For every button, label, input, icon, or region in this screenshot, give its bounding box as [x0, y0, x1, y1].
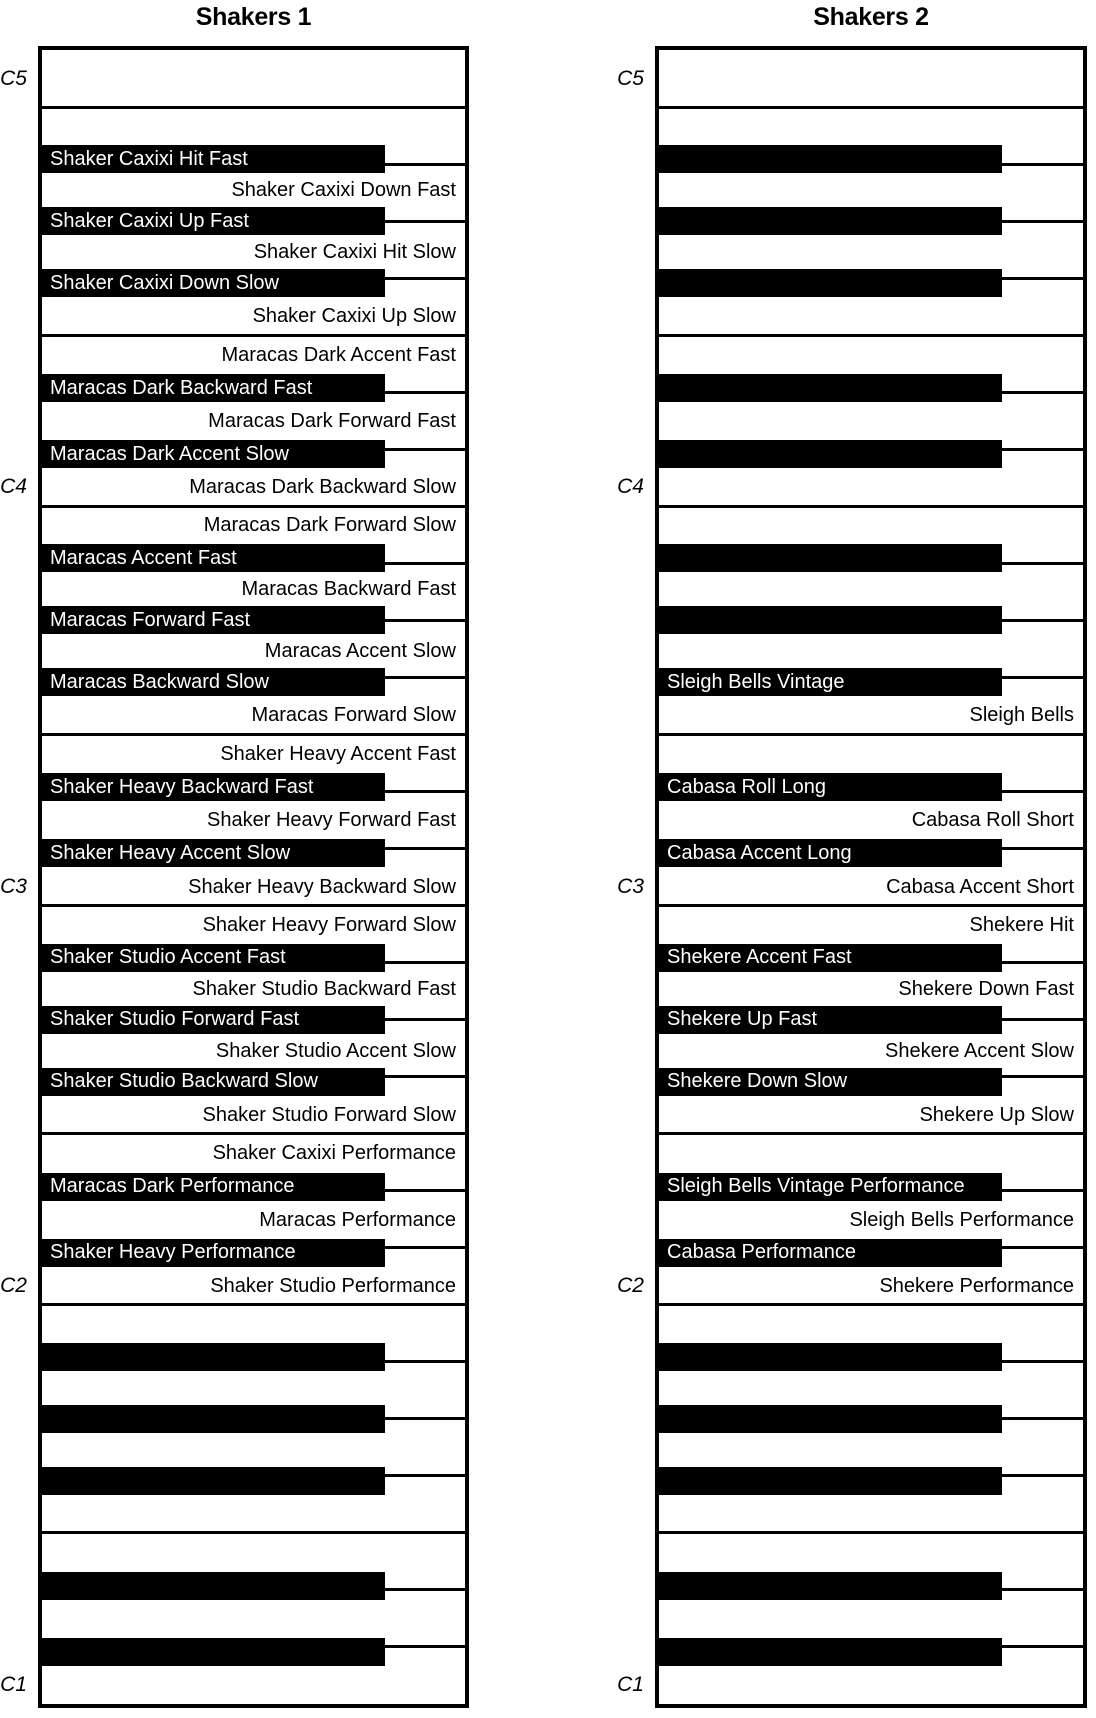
key-separator-line — [659, 904, 1083, 907]
key-as2-label: Shekere Accent Fast — [667, 946, 852, 969]
key-separator-line — [42, 1132, 465, 1135]
key-as2 — [42, 944, 385, 972]
key-gs4 — [42, 207, 385, 235]
key-separator-line — [659, 733, 1083, 736]
key-gs4-label: Shaker Caxixi Up Fast — [50, 209, 249, 232]
key-ds2-label: Maracas Dark Performance — [50, 1175, 295, 1198]
key-b2-label: Shaker Heavy Forward Slow — [202, 913, 456, 936]
key-gs1 — [42, 1405, 385, 1433]
octave-label-c3: C3 — [617, 874, 644, 898]
octave-label-c4: C4 — [617, 475, 644, 499]
key-cs2-label: Shaker Heavy Performance — [50, 1241, 296, 1264]
key-d4-label: Maracas Dark Forward Fast — [208, 410, 456, 433]
key-fs1 — [42, 1467, 385, 1495]
key-gs2 — [659, 1006, 1002, 1034]
octave-label-c1: C1 — [0, 1672, 27, 1696]
key-gs3 — [659, 606, 1002, 634]
octave-label-c5: C5 — [0, 66, 27, 90]
key-as1 — [659, 1343, 1002, 1371]
key-ds3-label: Cabasa Roll Long — [667, 775, 826, 798]
key-a4-label: Shaker Caxixi Down Fast — [231, 179, 456, 202]
key-e4-label: Maracas Dark Accent Fast — [221, 343, 456, 366]
key-ds4-label: Maracas Dark Backward Fast — [50, 376, 313, 399]
octave-label-c3: C3 — [0, 874, 27, 898]
octave-label-c2: C2 — [617, 1273, 644, 1297]
key-fs3 — [42, 668, 385, 696]
key-c2-label: Shaker Studio Performance — [210, 1274, 456, 1297]
key-g2-label: Shekere Accent Slow — [885, 1039, 1074, 1062]
key-cs4-label: Maracas Dark Accent Slow — [50, 442, 289, 465]
key-c4-label: Maracas Dark Backward Slow — [189, 476, 456, 499]
key-as4 — [42, 145, 385, 173]
key-fs3-label: Sleigh Bells Vintage — [667, 670, 845, 693]
keyboard-title: Shakers 1 — [195, 3, 312, 31]
key-a2-label: Shekere Down Fast — [898, 977, 1074, 1000]
key-fs4-label: Shaker Caxixi Down Slow — [50, 271, 279, 294]
key-gs4 — [659, 207, 1002, 235]
key-b2-label: Shekere Hit — [969, 913, 1074, 936]
key-ds2 — [42, 1173, 385, 1201]
key-c3-label: Shaker Heavy Backward Slow — [188, 875, 456, 898]
key-gs2-label: Shaker Studio Forward Fast — [50, 1008, 299, 1031]
key-g2-label: Shaker Studio Accent Slow — [215, 1039, 456, 1062]
key-ds2-label: Sleigh Bells Vintage Performance — [667, 1175, 965, 1198]
key-ds1 — [659, 1572, 1002, 1600]
key-d3-label: Cabasa Roll Short — [911, 809, 1074, 832]
key-gs1 — [659, 1405, 1002, 1433]
key-separator-line — [659, 1531, 1083, 1534]
key-fs3-label: Maracas Backward Slow — [50, 670, 269, 693]
key-c5 — [42, 50, 465, 107]
key-f2-label: Shekere Up Slow — [919, 1103, 1074, 1126]
key-separator-line — [42, 1303, 465, 1306]
key-cs3-label: Cabasa Accent Long — [667, 841, 852, 864]
key-cs3 — [659, 839, 1002, 867]
key-fs2 — [659, 1068, 1002, 1096]
octave-label-c5: C5 — [617, 66, 644, 90]
key-e3-label: Shaker Heavy Accent Fast — [220, 742, 456, 765]
key-ds1 — [42, 1572, 385, 1600]
key-c2-label: Shekere Performance — [879, 1274, 1074, 1297]
key-ds3-label: Shaker Heavy Backward Fast — [50, 775, 314, 798]
key-cs4 — [42, 440, 385, 468]
key-separator-line — [659, 1132, 1083, 1135]
key-separator-line — [42, 334, 465, 337]
key-ds2 — [659, 1173, 1002, 1201]
key-separator-line — [42, 505, 465, 508]
key-as3-label: Maracas Accent Fast — [50, 546, 237, 569]
key-f3-label: Maracas Forward Slow — [251, 704, 456, 727]
key-as4-label: Shaker Caxixi Hit Fast — [50, 147, 248, 170]
octave-label-c1: C1 — [617, 1672, 644, 1696]
key-ds4 — [659, 374, 1002, 402]
keyboard-2 — [655, 46, 1087, 1708]
key-e2-label: Shaker Caxixi Performance — [212, 1142, 456, 1165]
key-separator-line — [42, 1531, 465, 1534]
key-cs2-label: Cabasa Performance — [667, 1241, 856, 1264]
key-cs3 — [42, 839, 385, 867]
key-separator-line — [659, 505, 1083, 508]
key-separator-line — [659, 334, 1083, 337]
key-gs2-label: Shekere Up Fast — [667, 1008, 818, 1031]
key-g4-label: Shaker Caxixi Hit Slow — [253, 241, 456, 264]
octave-label-c2: C2 — [0, 1273, 27, 1297]
key-a2-label: Shaker Studio Backward Fast — [192, 977, 456, 1000]
key-c5 — [659, 50, 1083, 107]
key-ds3 — [42, 773, 385, 801]
key-as3 — [659, 544, 1002, 572]
keyboard-title: Shakers 2 — [813, 3, 929, 31]
key-fs2 — [42, 1068, 385, 1096]
key-separator-line — [42, 904, 465, 907]
key-gs3 — [42, 606, 385, 634]
key-d2-label: Sleigh Bells Performance — [849, 1208, 1074, 1231]
key-as2-label: Shaker Studio Accent Fast — [50, 946, 286, 969]
key-fs3 — [659, 668, 1002, 696]
octave-label-c4: C4 — [0, 475, 27, 499]
key-as1 — [42, 1343, 385, 1371]
key-cs1 — [42, 1638, 385, 1666]
key-fs2-label: Shaker Studio Backward Slow — [50, 1070, 318, 1093]
key-f2-label: Shaker Studio Forward Slow — [202, 1103, 456, 1126]
key-ds4 — [42, 374, 385, 402]
key-cs4 — [659, 440, 1002, 468]
key-d3-label: Shaker Heavy Forward Fast — [207, 809, 456, 832]
keyboard-1 — [38, 46, 469, 1708]
key-fs4 — [659, 269, 1002, 297]
key-a3-label: Maracas Backward Fast — [241, 578, 456, 601]
key-as2 — [659, 944, 1002, 972]
key-fs1 — [659, 1467, 1002, 1495]
key-f3-label: Sleigh Bells — [969, 704, 1074, 727]
key-separator-line — [42, 733, 465, 736]
key-g3-label: Maracas Accent Slow — [264, 640, 456, 663]
key-ds3 — [659, 773, 1002, 801]
key-cs1 — [659, 1638, 1002, 1666]
key-as3 — [42, 544, 385, 572]
key-fs2-label: Shekere Down Slow — [667, 1070, 848, 1093]
key-as4 — [659, 145, 1002, 173]
key-gs3-label: Maracas Forward Fast — [50, 608, 251, 631]
key-cs2 — [42, 1239, 385, 1267]
key-b3-label: Maracas Dark Forward Slow — [203, 514, 456, 537]
key-f4-label: Shaker Caxixi Up Slow — [252, 305, 456, 328]
key-separator-line — [659, 1303, 1083, 1306]
key-separator-line — [659, 106, 1083, 109]
key-cs3-label: Shaker Heavy Accent Slow — [50, 841, 291, 864]
key-fs4 — [42, 269, 385, 297]
key-separator-line — [42, 106, 465, 109]
key-d2-label: Maracas Performance — [259, 1208, 456, 1231]
key-gs2 — [42, 1006, 385, 1034]
key-c3-label: Cabasa Accent Short — [886, 875, 1074, 898]
key-cs2 — [659, 1239, 1002, 1267]
